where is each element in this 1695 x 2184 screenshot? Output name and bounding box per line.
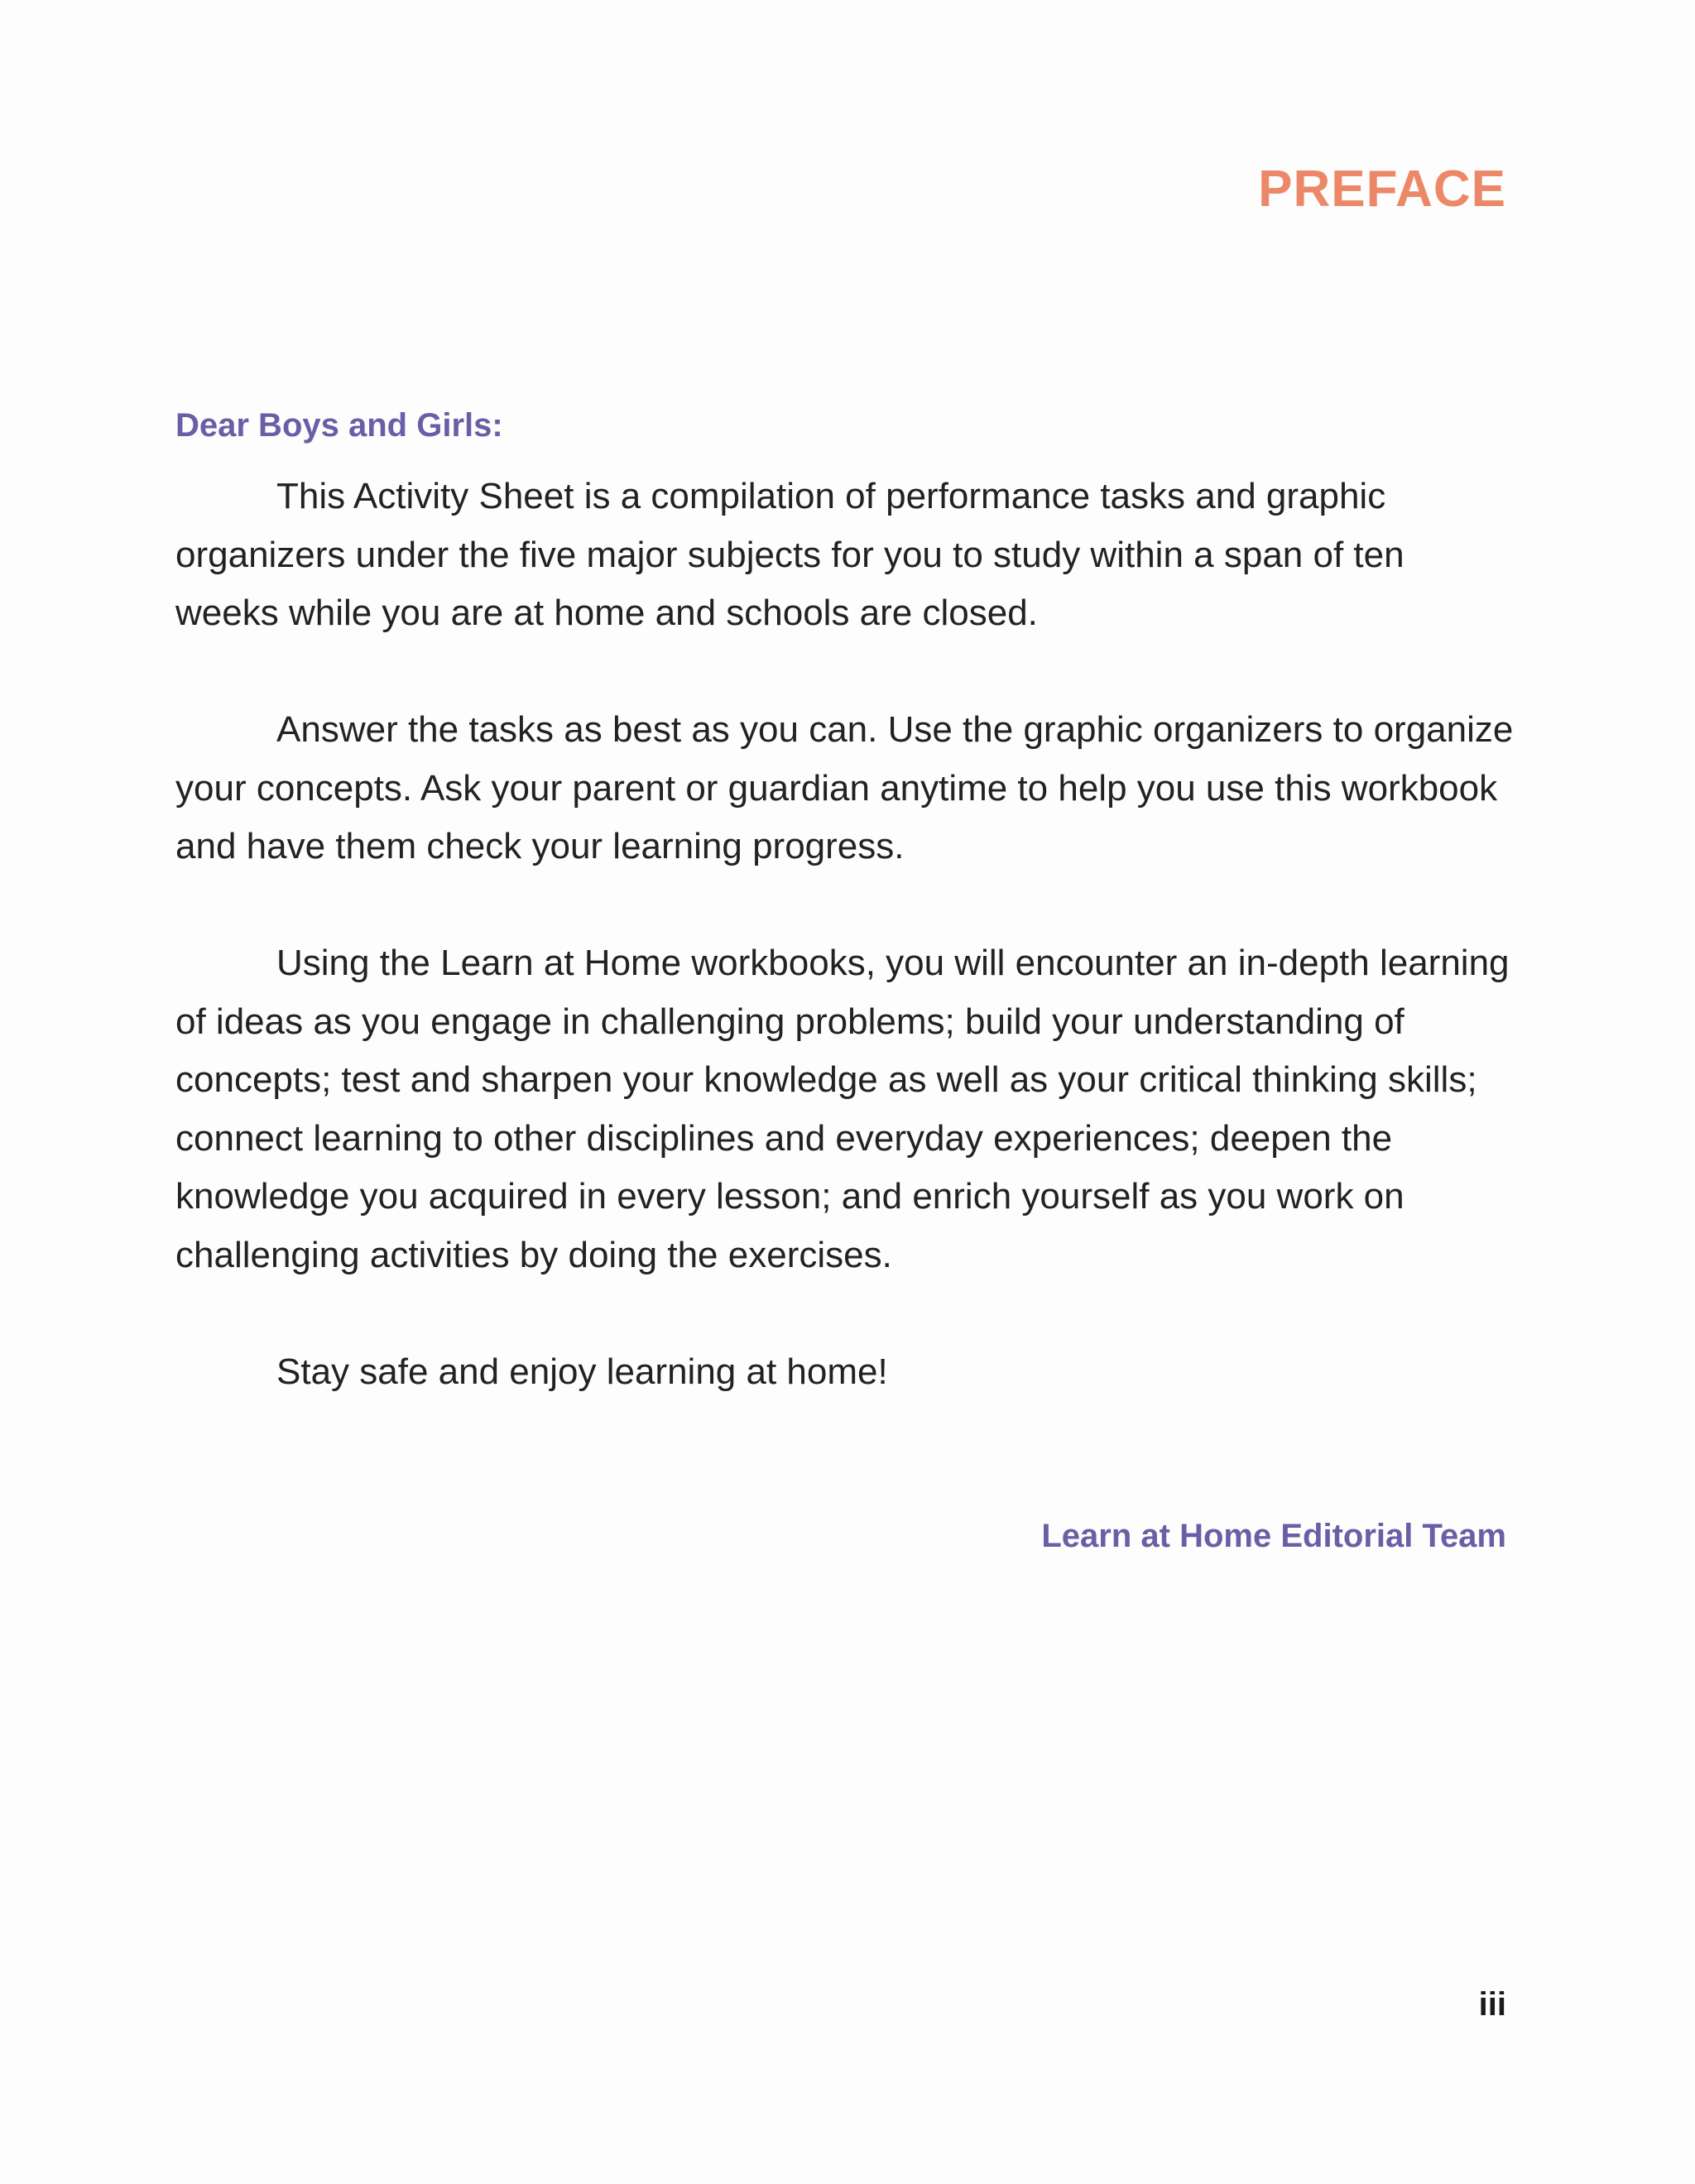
page-number: iii bbox=[1478, 1986, 1506, 2023]
page-title: PREFACE bbox=[1258, 161, 1506, 218]
paragraph-closing: Stay safe and enjoy learning at home! bbox=[276, 1351, 888, 1392]
salutation: Dear Boys and Girls: bbox=[175, 407, 503, 444]
signature: Learn at Home Editorial Team bbox=[1041, 1518, 1506, 1554]
preface-body bbox=[175, 468, 1516, 1401]
paragraph-instructions: Answer the tasks as best as you can. Use the graphic organizers to organize your concepts. Ask your parent or guardian anytime to help you use this workbook and have them check your learning progress. bbox=[175, 709, 1514, 866]
paragraph-workbook-benefits: Using the Learn at Home workbooks, you will encounter an in-depth learning of ideas as you engage in challenging problems; build your understanding of concepts; test and sharpen your knowledge as well as your critical thinking skills; connect learning to other disciplines and everyday experiences; deepen the knowledge you acquired in every lesson; and enrich yourself as you work on challenging activities by doing the exercises. bbox=[175, 943, 1510, 1275]
paragraph-intro: This Activity Sheet is a compilation of performance tasks and graphic organizers under the five major subjects for you to study within a span of ten weeks while you are at home and schools are closed. bbox=[175, 476, 1404, 633]
